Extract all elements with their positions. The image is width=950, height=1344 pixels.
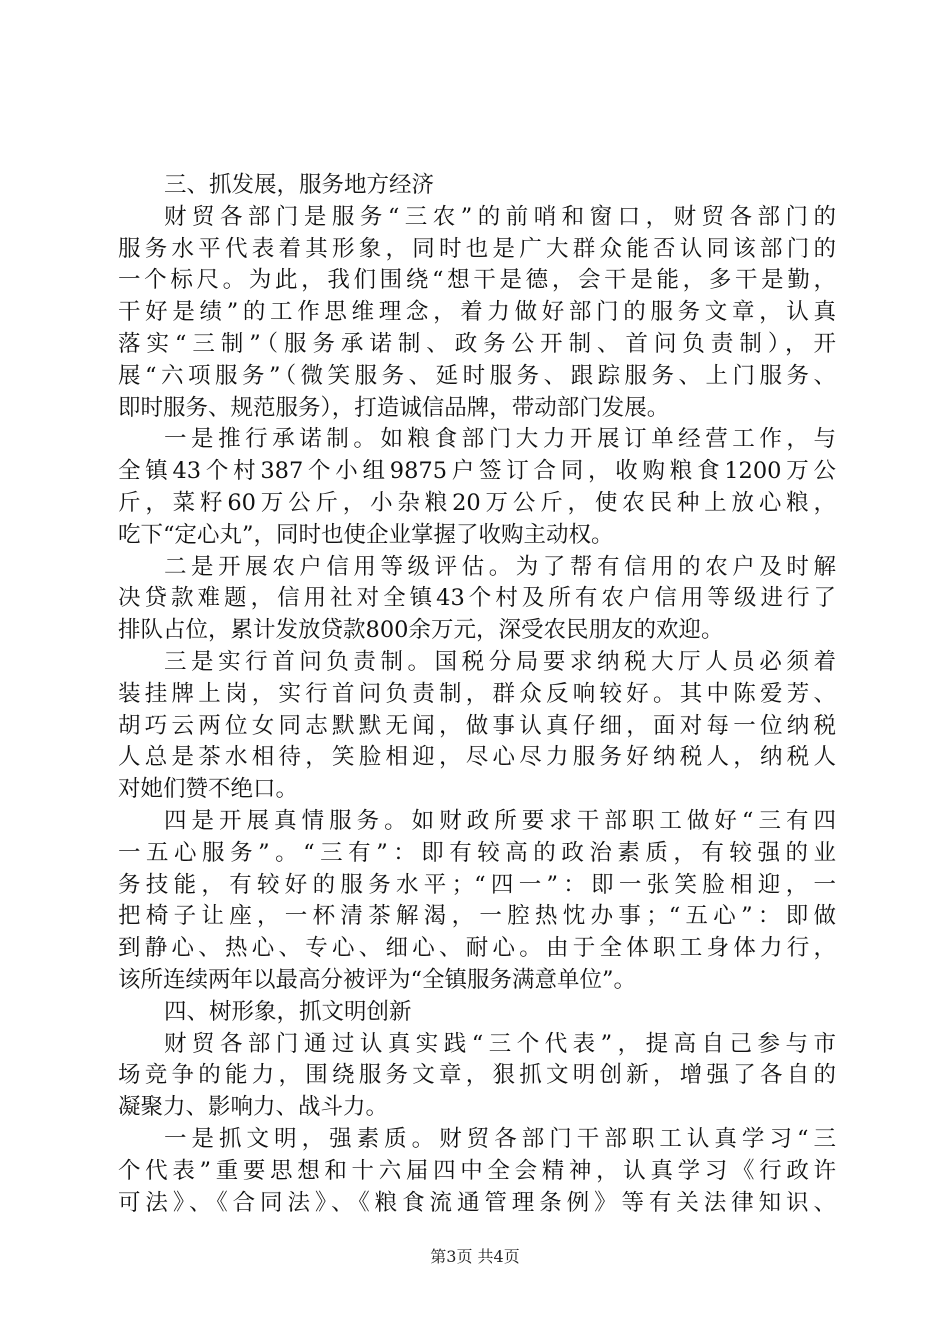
paragraph-line: 落实“三制”（服务承诺制、政务公开制、首问负责制），开 <box>118 330 836 357</box>
paragraph-line: 干好是绩”的工作思维理念，着力做好部门的服务文章，认真 <box>118 299 836 326</box>
paragraph-line: 一是抓文明，强素质。财贸各部门干部职工认真学习“三 <box>164 1125 836 1152</box>
paragraph-line: 务技能，有较好的服务水平；“四一”：即一张笑脸相迎，一 <box>118 871 836 898</box>
document-body <box>118 170 836 1219</box>
paragraph-line: 把椅子让座，一杯清茶解渴，一腔热忱办事；“五心”：即做 <box>118 903 836 930</box>
paragraph-line: 全镇43个村387个小组9875户签订合同，收购粮食1200万公 <box>118 458 836 485</box>
paragraph-line: 一是推行承诺制。如粮食部门大力开展订单经营工作，与 <box>164 426 836 453</box>
paragraph-line: 即时服务、规范服务），打造诚信品牌，带动部门发展。 <box>118 394 670 421</box>
page-number-footer: 第3页 共4页 <box>430 1247 520 1266</box>
paragraph-line: 到静心、热心、专心、细心、耐心。由于全体职工身体力行， <box>118 935 836 962</box>
paragraph-line: 二是开展农户信用等级评估。为了帮有信用的农户及时解 <box>164 553 836 580</box>
paragraph-line: 决贷款难题，信用社对全镇43个村及所有农户信用等级进行了 <box>118 585 836 612</box>
section-heading: 三、抓发展，服务地方经济 <box>164 172 435 198</box>
paragraph-line: 财贸各部门是服务“三农”的前哨和窗口，财贸各部门的 <box>164 203 836 230</box>
paragraph-line: 一个标尺。为此，我们围绕“想干是德，会干是能，多干是勤， <box>118 267 836 294</box>
paragraph-line: 可法》、《合同法》、《粮食流通管理条例》等有关法律知识、 <box>118 1189 836 1216</box>
paragraph-line: 排队占位，累计发放贷款800余万元，深受农民朋友的欢迎。 <box>118 617 724 644</box>
paragraph-line: 服务水平代表着其形象，同时也是广大群众能否认同该部门的 <box>118 235 836 262</box>
paragraph-line: 斤，菜籽60万公斤，小杂粮20万公斤，使农民种上放心粮， <box>118 489 836 516</box>
paragraph-line: 胡巧云两位女同志默默无闻，做事认真仔细，面对每一位纳税 <box>118 712 836 739</box>
paragraph-line: 场竞争的能力，围绕服务文章，狠抓文明创新，增强了各自的 <box>118 1062 836 1089</box>
paragraph-line: 四是开展真情服务。如财政所要求干部职工做好“三有四 <box>164 807 836 834</box>
paragraph-line: 对她们赞不绝口。 <box>118 776 299 803</box>
paragraph-line: 展“六项服务”（微笑服务、延时服务、跟踪服务、上门服务、 <box>118 362 836 389</box>
paragraph-line: 个代表”重要思想和十六届四中全会精神，认真学习《行政许 <box>118 1157 836 1184</box>
section-heading: 四、树形象，抓文明创新 <box>164 998 412 1025</box>
paragraph-line: 凝聚力、影响力、战斗力。 <box>118 1094 389 1121</box>
paragraph-line: 三是实行首问负责制。国税分局要求纳税大厅人员必须着 <box>164 648 836 675</box>
paragraph-line: 财贸各部门通过认真实践“三个代表”，提高自己参与市 <box>164 1030 836 1057</box>
paragraph-line: 一五心服务”。“三有”：即有较高的政治素质，有较强的业 <box>118 839 836 866</box>
paragraph-line: 装挂牌上岗，实行首问负责制，群众反响较好。其中陈爱芳、 <box>118 680 836 707</box>
paragraph-line: 吃下“定心丸”，同时也使企业掌握了收购主动权。 <box>118 521 614 548</box>
paragraph-line: 该所连续两年以最高分被评为“全镇服务满意单位”。 <box>118 966 637 993</box>
paragraph-line: 人总是茶水相待，笑脸相迎，尽心尽力服务好纳税人，纳税人 <box>118 744 836 771</box>
